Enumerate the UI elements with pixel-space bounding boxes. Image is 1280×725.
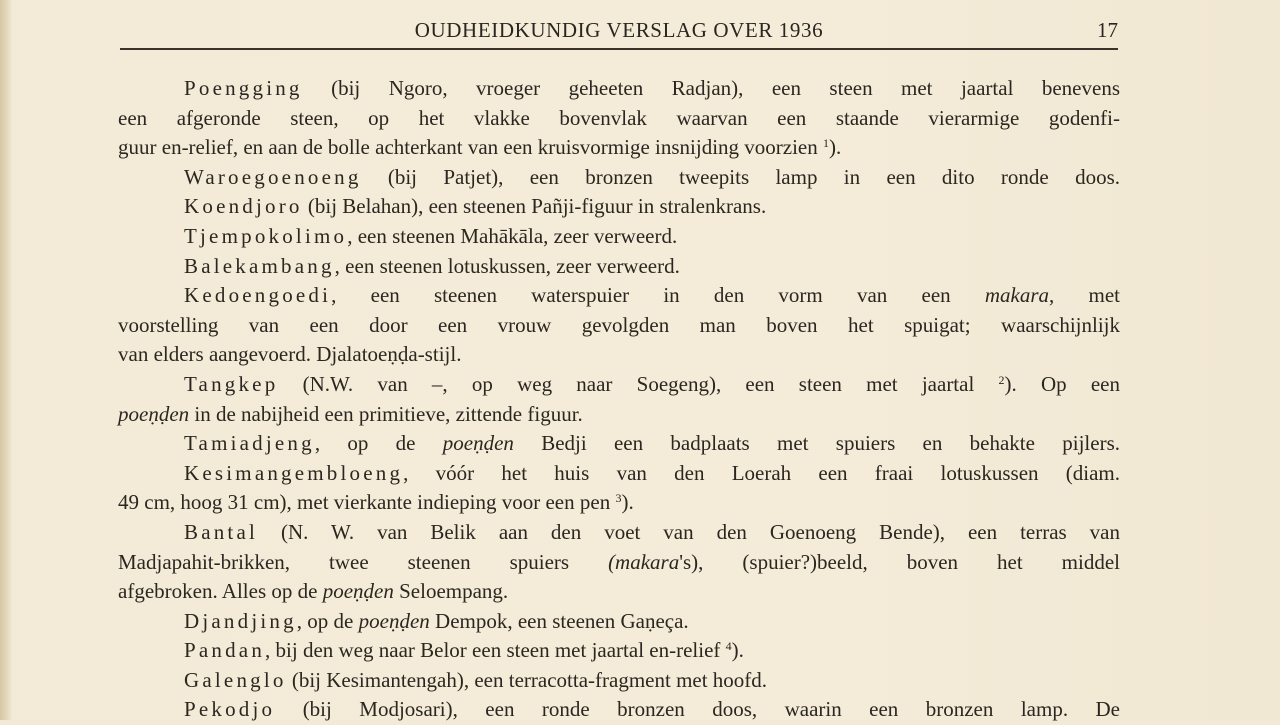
text-segment: afgebroken. Alles op de [118, 579, 323, 604]
text-segment: , bij den weg naar Belor een steen met jaartal en-relief [265, 638, 726, 663]
running-header [120, 14, 1118, 50]
text-segment: een afgeronde steen, op het vlakke bovenvlak waarvan een staande vierarmige godenfi- [118, 105, 1120, 130]
text-segment: , een steenen lotuskussen, zeer verweerd. [334, 253, 680, 278]
text-segment: Dempok, een steenen Gaṇeça. [429, 608, 689, 633]
text-segment: in de nabijheid een primitieve, zittende figuur. [189, 401, 583, 426]
header-rule [120, 48, 1118, 50]
header-title: OUDHEIDKUNDIG VERSLAG OVER 1936 [414, 18, 824, 42]
place-name: Tangkep [184, 371, 279, 396]
text-segment: , een steenen Mahākāla, zeer verweerd. [347, 223, 678, 248]
text-line [118, 163, 1120, 193]
place-name: Galenglo [184, 667, 287, 692]
text-line [118, 281, 1120, 311]
text-line [118, 577, 1120, 607]
text-segment: ). [731, 638, 744, 663]
text-segment: (bij Ngoro, vroeger geheeten Radjan), een steen met jaartal benevens [302, 76, 1120, 100]
text-segment: , op de [314, 431, 443, 456]
text-line [118, 429, 1120, 459]
text-line [118, 636, 1120, 666]
text-segment: ). [829, 135, 842, 160]
text-segment: 's), (spuier?)beeld, boven het middel [679, 549, 1120, 574]
text-segment: makara [984, 283, 1050, 308]
place-name: Koendjoro [184, 194, 303, 219]
text-line [118, 488, 1120, 518]
place-name: Kesimangembloeng [184, 460, 404, 485]
place-name: Tamiadjeng [184, 431, 315, 456]
text-segment: , vóór het huis van den Loerah een fraai lotuskussen (diam. [403, 460, 1120, 485]
text-segment: Seloempang. [393, 579, 509, 604]
text-line [118, 74, 1120, 104]
place-name: Kedoengoedi [184, 283, 332, 308]
footnote-ref: 3 [615, 491, 622, 506]
text-segment: van elders aangevoerd. Djalatoeṇḍa-stijl. [118, 342, 462, 367]
text-line [118, 400, 1120, 430]
footnote-ref: 2 [998, 372, 1005, 387]
place-name: Balekambang [184, 253, 335, 278]
text-segment: (bij Kesimantengah), een terracotta-fragment met hoofd. [286, 667, 768, 692]
text-line [118, 370, 1120, 400]
text-segment: Bedji een badplaats met spuiers en behakte pijlers. [513, 431, 1120, 456]
page-gutter-shadow [0, 0, 12, 720]
text-segment: ). [621, 490, 634, 515]
text-segment: (N. W. van Belik aan den voet van den Goenoeng Bende), een terras van [258, 519, 1120, 544]
text-segment: (N.W. van –, op weg naar Soegeng), een steen met jaartal [278, 371, 999, 396]
footnote-ref: 1 [823, 136, 829, 151]
text-segment: , met [1049, 283, 1121, 308]
text-line [118, 518, 1120, 548]
text-segment: (bij Patjet), een bronzen tweepits lamp in een dito ronde doos. [361, 164, 1120, 189]
text-line [118, 133, 1120, 163]
text-line [118, 340, 1120, 370]
text-line [118, 192, 1120, 222]
text-segment: 49 cm, hoog 31 cm), met vierkante indieping voor een pen [118, 490, 616, 515]
text-line [118, 222, 1120, 252]
place-name: Poengging [184, 76, 303, 100]
body-text [118, 74, 1120, 725]
text-line [118, 695, 1120, 725]
text-segment: ). Op een [1004, 371, 1120, 396]
text-line [118, 459, 1120, 489]
text-segment: , een steenen waterspuier in den vorm van een [331, 283, 985, 308]
text-line [118, 311, 1120, 341]
place-name: Tjempokolimo [184, 223, 348, 248]
place-name: Pandan [184, 638, 266, 663]
place-name: Waroegoenoeng [184, 164, 362, 189]
text-segment: guur en-relief, en aan de bolle achterkant van een kruisvormige insnijding voorzien [118, 135, 823, 160]
place-name: Bantal [184, 519, 259, 544]
text-line [118, 607, 1120, 637]
text-line [118, 548, 1120, 578]
text-line [118, 104, 1120, 134]
place-name: Pekodjo [184, 697, 276, 722]
place-name: Djandjing [184, 608, 297, 633]
text-segment: voorstelling van een door een vrouw gevolgden man boven het spuigat; waarschijnlijk [118, 312, 1120, 337]
text-segment: , op de [296, 608, 359, 633]
footnote-ref: 4 [725, 639, 732, 654]
text-line [118, 252, 1120, 282]
text-segment: poeṇḍen [118, 401, 190, 426]
text-line [118, 666, 1120, 696]
text-segment: Madjapahit-brikken, twee steenen spuiers [118, 549, 609, 574]
text-segment: (bij Belahan), een steenen Pañji-figuur in stralenkrans. [302, 194, 767, 219]
text-segment: poeṇḍen [322, 579, 394, 604]
text-segment: poeṇḍen [442, 431, 514, 456]
text-segment: (bij Modjosari), een ronde bronzen doos, waarin een bronzen lamp. De [275, 697, 1120, 722]
text-segment: poeṇḍen [358, 608, 430, 633]
text-segment: (makara [608, 549, 680, 574]
page-number: 17 [1097, 18, 1118, 42]
